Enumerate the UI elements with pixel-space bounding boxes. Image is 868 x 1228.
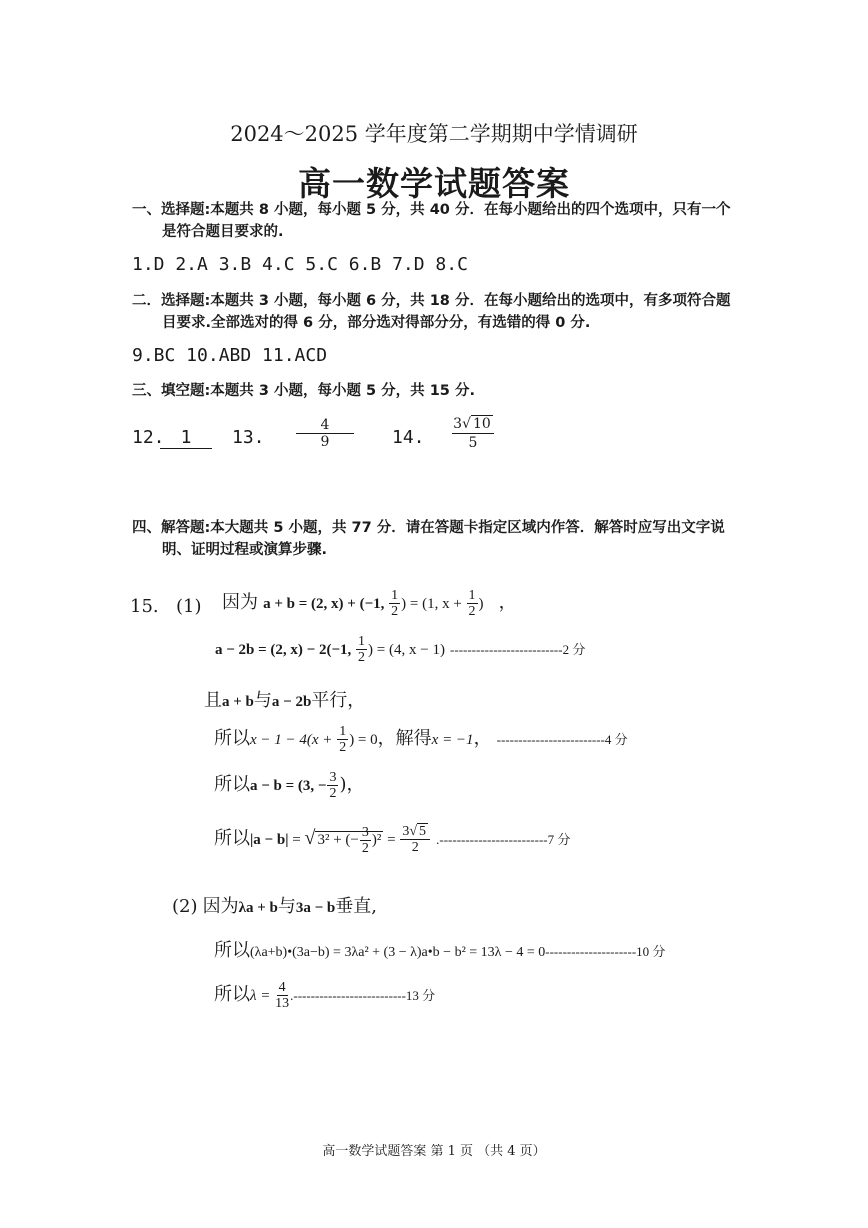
q12-answer: 1 <box>160 427 212 449</box>
q15-line2: a − 2b = (2, x) − 2(−1, $\frac{1}{2}$ ) = (4, x − 1) --------------------------2 分 <box>215 634 586 665</box>
score-13: .--------------------------13 分 <box>290 988 436 1003</box>
q13-answer-blank <box>296 417 354 450</box>
score-10: ---------------------10 分 <box>545 944 666 959</box>
score-7: .-------------------------7 分 <box>436 832 571 847</box>
q14-label: 14. <box>392 427 425 448</box>
score-2: --------------------------2 分 <box>450 642 586 657</box>
section2-description-line1: 二．选择题:本题共 3 小题，每小题 6 分，共 18 分．在每小题给出的选项中，有多项符合题 <box>132 293 731 309</box>
q15-line4: 所以x − 1 − 4(x + $\frac{1}{2}$ ) = 0，解得x = −1， -------------------------4 分 <box>214 724 628 755</box>
q14-denominator: 5 <box>452 433 494 452</box>
q15-number: 15. <box>130 596 159 617</box>
section3-description: 三、填空题:本题共 3 小题，每小题 5 分，共 15 分. <box>132 383 475 399</box>
q14-answer-blank <box>452 415 494 452</box>
q15-part2-line2: 所以(λa+b)•(3a−b) = 3λa² + (3 − λ)a•b − b² = 13λ − 4 = 0---------------------10 分 <box>214 940 666 961</box>
q15-line6: 所以|a − b| = √ 3² + (− $\frac{3}{2}$ )² = $\frac{3√ 5}{2}$ .-------------------------7 分 <box>214 824 571 857</box>
q15-line3: 且a + b与a − 2b平行， <box>204 690 366 711</box>
q15-part2-line1: (2) 因为λa + b与3a − b垂直, <box>172 896 377 917</box>
answer-sheet-title: 高一数学试题答案 <box>298 164 570 203</box>
score-4: -------------------------4 分 <box>496 732 628 747</box>
section1-description-line2: 是符合题目要求的. <box>162 224 284 240</box>
section2-description-line2: 目要求.全部选对的得 6 分，部分选对得部分分，有选错的得 0 分. <box>162 315 591 331</box>
q15-part2-line3: 所以λ = $\frac{4}{13}$ .--------------------------13 分 <box>214 980 436 1011</box>
q15-part1-label: (1) <box>176 596 202 617</box>
q13-label: 13. <box>232 427 265 448</box>
q15-line5: 所以a − b = (3, − $\frac{3}{2}$ )， <box>214 770 365 801</box>
section1-description-line1: 一、选择题:本题共 8 小题，每小题 5 分，共 40 分．在每小题给出的四个选项中，只有一个 <box>132 202 731 218</box>
page-footer: 高一数学试题答案 第 1 页 （共 4 页） <box>322 1144 546 1159</box>
q13-denominator: 9 <box>296 433 354 450</box>
section2-answers: 9.BC 10.ABD 11.ACD <box>132 345 328 366</box>
q15-line1: 因为 a + b = (2, x) + (−1, $\frac{1}{2}$ ) = (1, x + $\frac{1}{2}$ ) ， <box>222 588 517 619</box>
section4-description-line1: 四、解答题:本大题共 5 小题，共 77 分．请在答题卡指定区域内作答．解答时应写出文字说 <box>132 520 725 536</box>
exam-header-title: 2024～2025 学年度第二学期期中学情调研 <box>230 122 638 146</box>
section4-description-line2: 明、证明过程或演算步骤. <box>162 542 328 558</box>
q12-label: 12. <box>132 427 165 448</box>
q12-answer-blank <box>160 427 212 449</box>
q13-numerator: 4 <box>320 417 330 433</box>
section1-answers: 1.D 2.A 3.B 4.C 5.C 6.B 7.D 8.C <box>132 254 468 275</box>
q14-numerator: 3√ 10 <box>453 416 491 432</box>
